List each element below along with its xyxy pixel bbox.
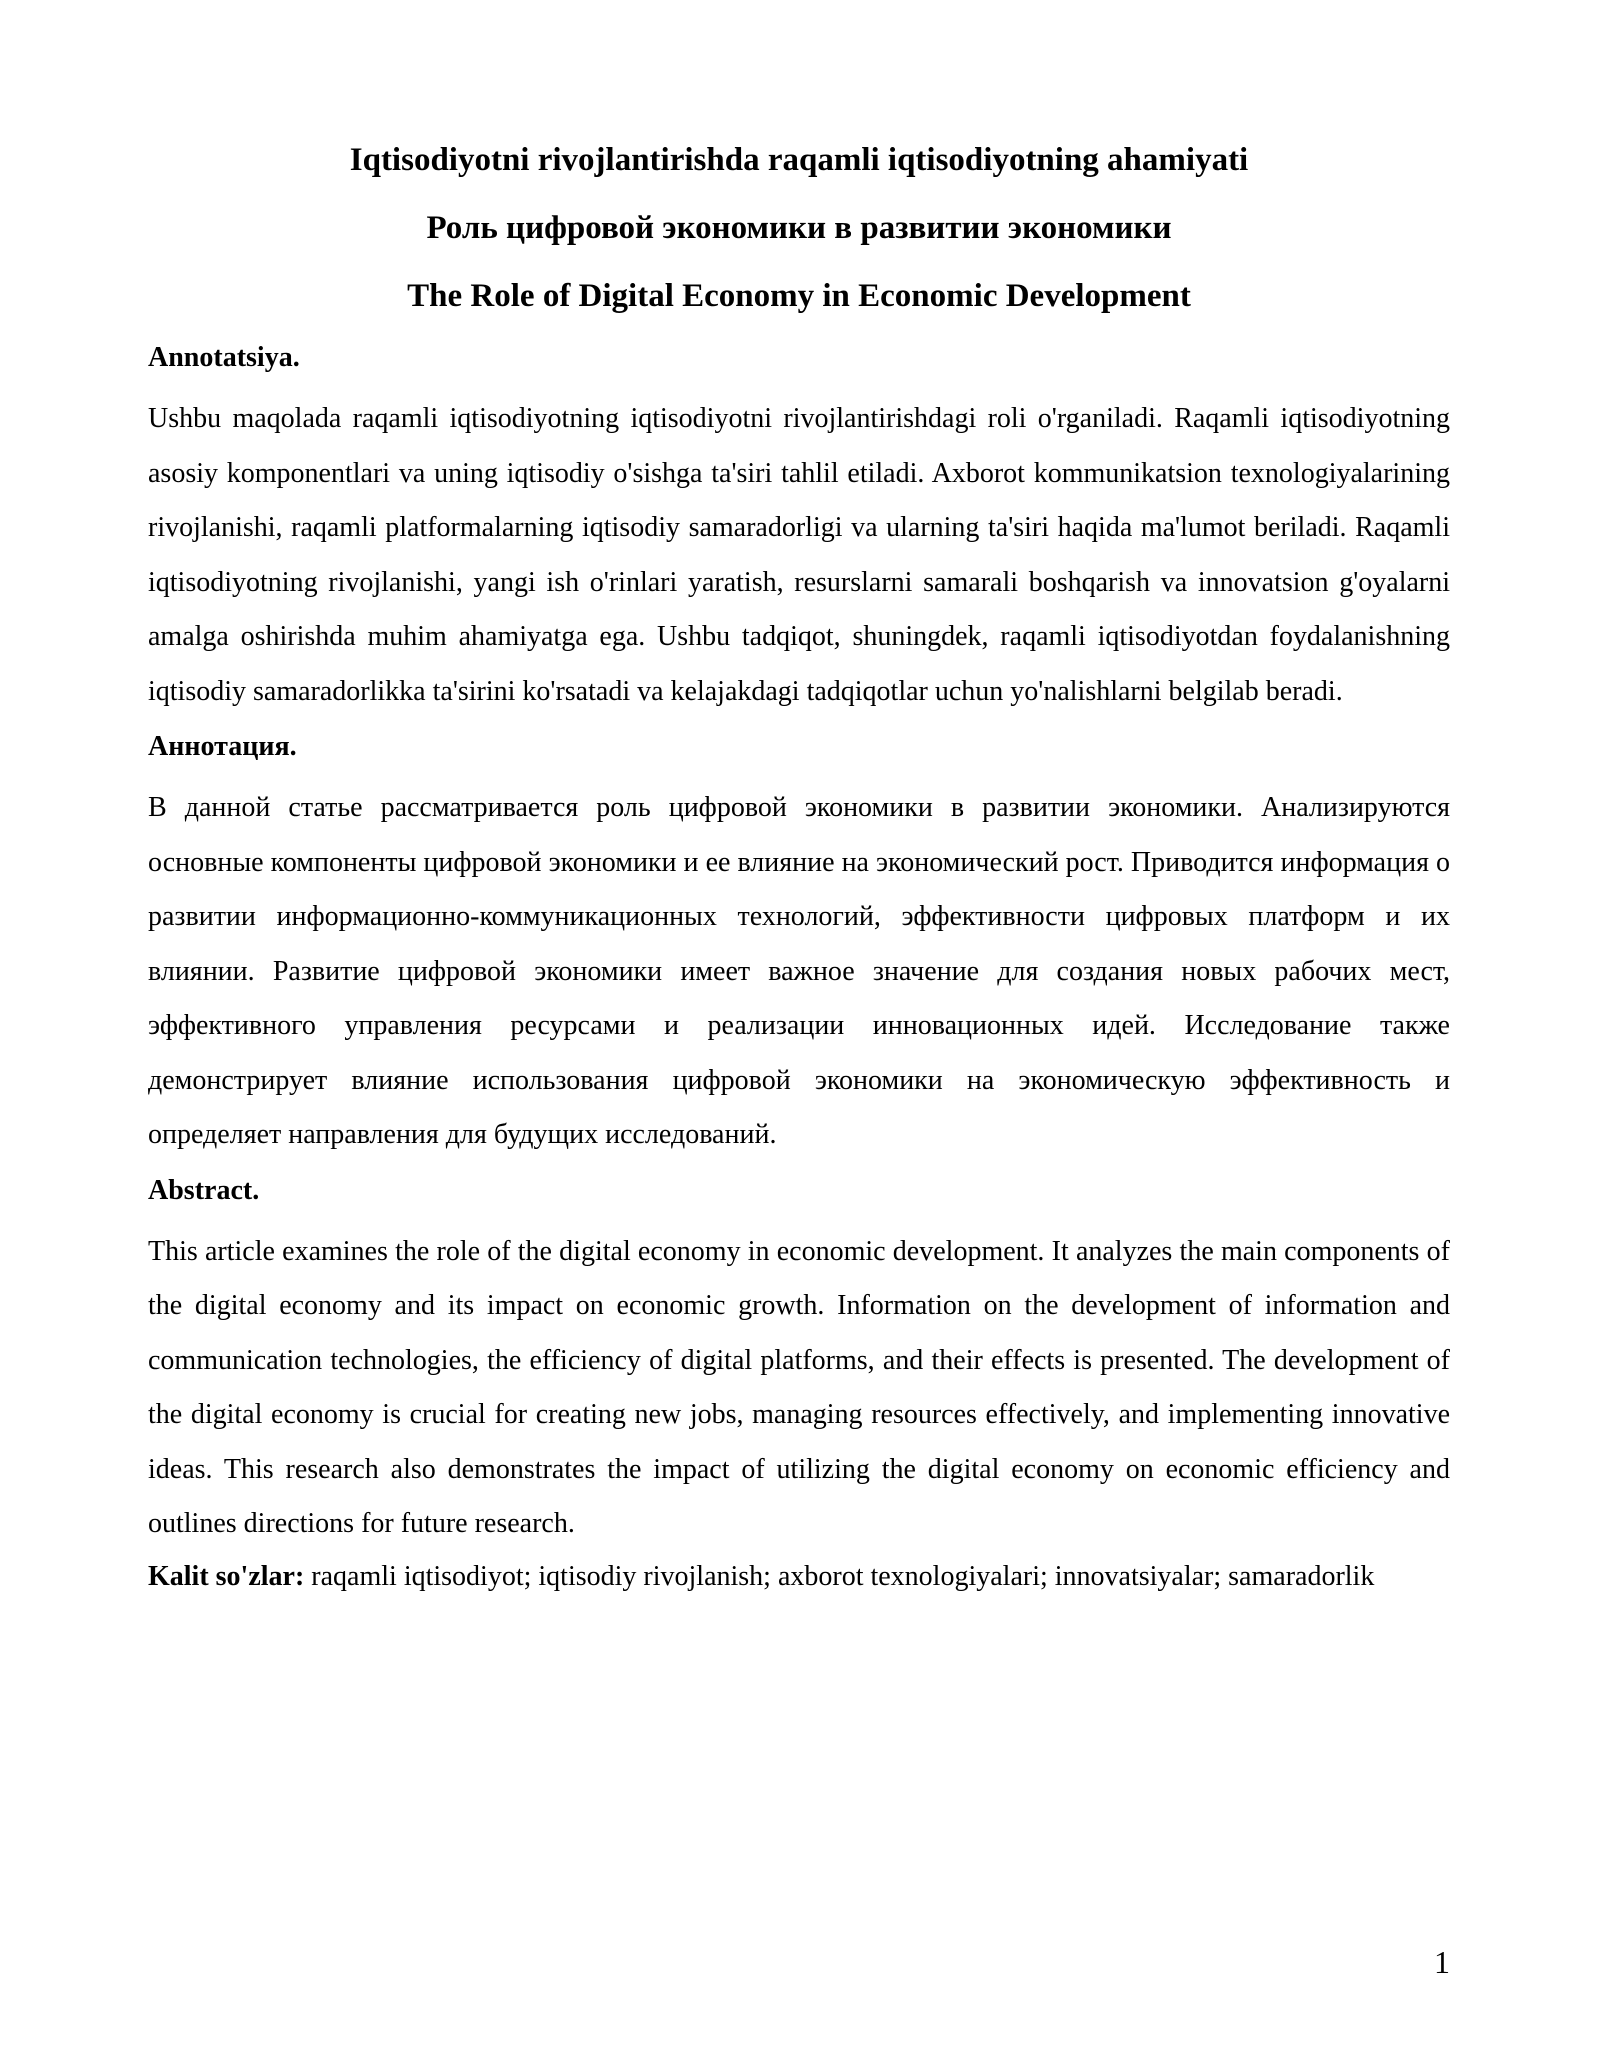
annotation-uz-heading: Annotatsiya. bbox=[148, 342, 300, 373]
annotation-uz-text: Ushbu maqolada raqamli iqtisodiyotning iqtisodiyotni rivojlantirishdagi roli o'rganiladi. Raqamli iqtisodiyotning asosiy komponentlari va uning iqtisodiy o'sishga ta'siri tahlil etiladi. Axborot kommunikatsion texnologiyalarining rivojlanishi, raqamli platformalarning iqtisodiy samaradorligi va ularning ta'siri haqida ma'lumot beriladi. Raqamli iqtisodiyotning rivojlanishi, yangi ish o'rinlari yaratish, resurslarni samarali boshqarish va innovatsion g'oyalarni amalga oshirishda muhim ahamiyatga ega. Ushbu tadqiqot, shuningdek, raqamli iqtisodiyotdan foydalanishning iqtisodiy samaradorlikka ta'sirini ko'rsatadi va kelajakdagi tadqiqotlar uchun yo'nalishlarni belgilab beradi. bbox=[148, 403, 1450, 707]
page-number: 1 bbox=[1434, 1944, 1450, 1980]
keywords bbox=[148, 1550, 1450, 1605]
title-uzbek: Iqtisodiyotni rivojlantirishda raqamli iqtisodiyotning ahamiyati bbox=[349, 142, 1249, 178]
annotation-ru-text: В данной статье рассматривается роль цифровой экономики в развитии экономики. Анализируются основные компоненты цифровой экономики и ее влияние на экономический рост. Приводится информация о развитии информационно-коммуникационных технологий, эффективности цифровых платформ и их влиянии. Развитие цифровой экономики имеет важное значение для создания новых рабочих мест, эффективного управления ресурсами и реализации инновационных идей. Исследование также демонстрирует влияние использования цифровой экономики на экономическую эффективность и определяет направления для будущих исследований. bbox=[148, 792, 1450, 1150]
abstract-en-heading: Abstract. bbox=[148, 1174, 260, 1206]
title-english: The Role of Digital Economy in Economic Development bbox=[407, 278, 1191, 314]
keywords-label: Kalit so'zlar: bbox=[148, 1560, 305, 1592]
keywords-text: raqamli iqtisodiyot; iqtisodiy rivojlanish; axborot texnologiyalari; innovatsiyalar; samaradorlik bbox=[304, 1560, 1375, 1592]
document-page bbox=[148, 140, 1450, 1604]
annotation-ru-heading: Аннотация. bbox=[148, 731, 297, 762]
abstract-en-text: This article examines the role of the digital economy in economic development. It analyzes the main components of the digital economy and its impact on economic growth. Information on the development of information and communication technologies, the efficiency of digital platforms, and their effects is presented. The development of the digital economy is crucial for creating new jobs, managing resources effectively, and implementing innovative ideas. This research also demonstrates the impact of utilizing the digital economy on economic efficiency and outlines directions for future research. bbox=[148, 1235, 1450, 1539]
title-russian: Роль цифровой экономики в развитии экономики bbox=[426, 210, 1172, 246]
